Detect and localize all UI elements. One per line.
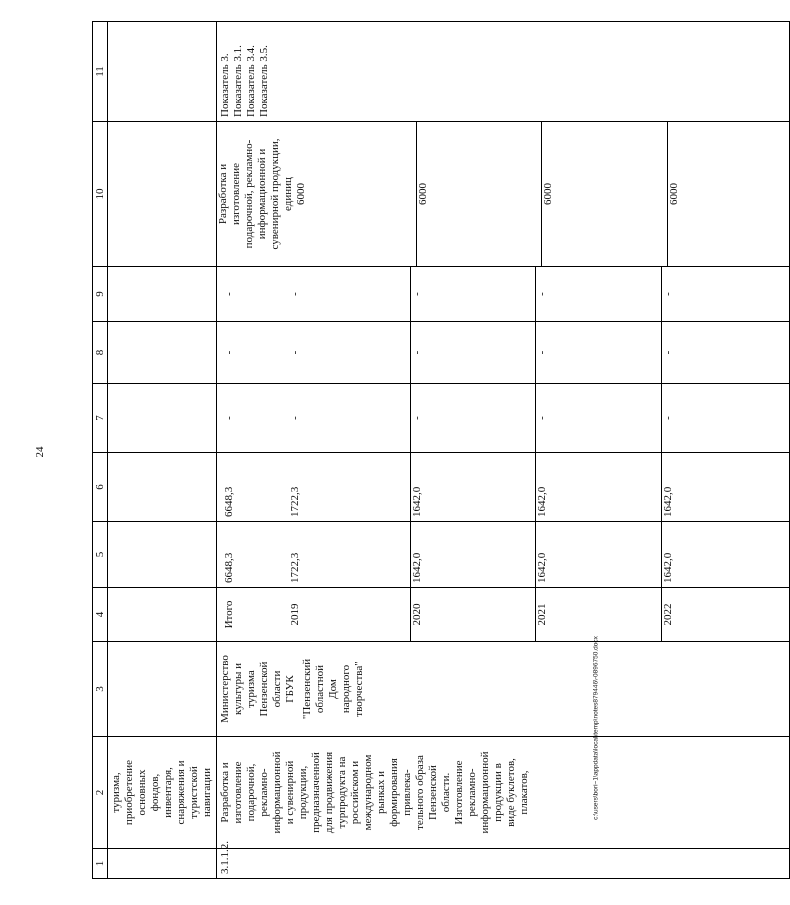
total-col8: - — [223, 350, 235, 355]
col6-2020: 1642,0 — [410, 453, 536, 521]
col8-2019: - — [289, 322, 410, 383]
cont-cell-4 — [108, 588, 217, 642]
col8-2021: - — [536, 322, 662, 383]
total-col6: 6648,3 — [223, 486, 235, 517]
indicator-name: Разработка и изготовление подарочной, рекламно- информационной и сувенирной продукции, единиц — [217, 138, 294, 250]
col8-cell — [217, 322, 790, 384]
col8-2020: - — [410, 322, 536, 383]
col-header-4: 4 — [93, 588, 108, 642]
row-number: 3.1.1.2. — [219, 841, 231, 874]
col6-cell — [217, 453, 790, 522]
col6-values — [289, 453, 783, 521]
row-number-cell — [217, 841, 790, 879]
total-col9: - — [223, 292, 235, 296]
col-header-2: 2 — [93, 737, 108, 849]
col7-2022: - — [662, 416, 675, 420]
indicator-values — [295, 122, 789, 266]
cont-cell-7 — [108, 384, 217, 453]
col7-2020: - — [410, 384, 536, 452]
col10-2020: 6000 — [416, 122, 542, 266]
years-cell — [217, 588, 790, 642]
col5-values — [289, 522, 783, 587]
cont-cell-5 — [108, 522, 217, 588]
program-table — [92, 21, 790, 879]
col-header-11: 11 — [93, 22, 108, 122]
col-header-7: 7 — [93, 384, 108, 453]
total-col7: - — [223, 416, 235, 420]
description-cell — [217, 737, 790, 849]
col-header-3: 3 — [93, 642, 108, 737]
indicator-refs-cell — [217, 22, 790, 122]
col7-cell — [217, 384, 790, 453]
continuation-row — [108, 22, 217, 879]
total-label: Итого — [223, 600, 235, 629]
col5-2020: 1642,0 — [410, 522, 536, 587]
col-header-5: 5 — [93, 522, 108, 588]
col9-2021: - — [536, 267, 662, 321]
col6-2021: 1642,0 — [536, 453, 662, 521]
year-2021: 2021 — [536, 588, 662, 641]
executor-cell — [217, 642, 790, 737]
year-2022: 2022 — [662, 603, 675, 626]
executor-top: Министерство культуры и туризма Пензенской области ГБУК — [219, 655, 296, 723]
continuation-description: туризма, приобретение основных фондов, инвентаря, снаряжения и туристской навигации — [110, 759, 213, 826]
executor-bottom: "Пензенский областной Дом народного творчества" — [301, 658, 365, 720]
col9-2020: - — [410, 267, 536, 321]
col5-2019: 1722,3 — [289, 522, 410, 587]
col5-2021: 1642,0 — [536, 522, 662, 587]
col9-2019: - — [289, 267, 410, 321]
col5-cell — [217, 522, 790, 588]
year-2020: 2020 — [410, 588, 536, 641]
cont-cell-9 — [108, 267, 217, 322]
col-header-10: 10 — [93, 122, 108, 267]
cont-cell-1 — [108, 849, 217, 879]
indicator-refs: Показатель 3. Показатель 3.1. Показатель 3.4. Показатель 3.5. — [219, 45, 270, 117]
col5-2022: 1642,0 — [662, 552, 675, 583]
total-col5: 6648,3 — [223, 552, 235, 583]
col6-2022: 1642,0 — [662, 486, 675, 517]
col8-values — [289, 322, 783, 383]
col7-2021: - — [536, 384, 662, 452]
col10-2021: 6000 — [542, 122, 668, 266]
col7-2019: - — [289, 384, 410, 452]
col9-2022: - — [662, 292, 675, 296]
cont-cell-3 — [108, 642, 217, 737]
data-row-3-1-1-2 — [217, 22, 790, 879]
col8-2022: - — [662, 350, 675, 355]
cont-cell-2 — [108, 737, 217, 849]
col-header-1: 1 — [93, 849, 108, 879]
col6-2019: 1722,3 — [289, 453, 410, 521]
footer-file-path: c:\users\bori~1\appdata\local\temp\notes879446\-0896750.docx — [592, 636, 600, 820]
row-description: Разработка и изготовление подарочной, рекламно- информационной и сувенирной продукции, предназначенной для продвижения турпродукта на российском и международном рынках и формирования привлека- тельного образа Пензенской области. Изготовление рекламно- информационной продукции в виде буклетов, плакатов, — [219, 751, 530, 834]
header-row — [93, 22, 108, 879]
years-list — [289, 588, 783, 641]
col-header-8: 8 — [93, 322, 108, 384]
col-header-9: 9 — [93, 267, 108, 322]
col9-values — [289, 267, 783, 321]
col9-cell — [217, 267, 790, 322]
col-header-6: 6 — [93, 453, 108, 522]
cont-cell-8 — [108, 322, 217, 384]
page-number: 24 — [34, 446, 46, 458]
col7-values — [289, 384, 783, 452]
col10-2022: 6000 — [668, 183, 681, 205]
cont-cell-6 — [108, 453, 217, 522]
indicator-cell — [217, 122, 790, 267]
col10-2019: 6000 — [295, 122, 416, 266]
year-2019: 2019 — [289, 588, 410, 641]
cont-cell-10 — [108, 122, 217, 267]
cont-cell-11 — [108, 22, 217, 122]
